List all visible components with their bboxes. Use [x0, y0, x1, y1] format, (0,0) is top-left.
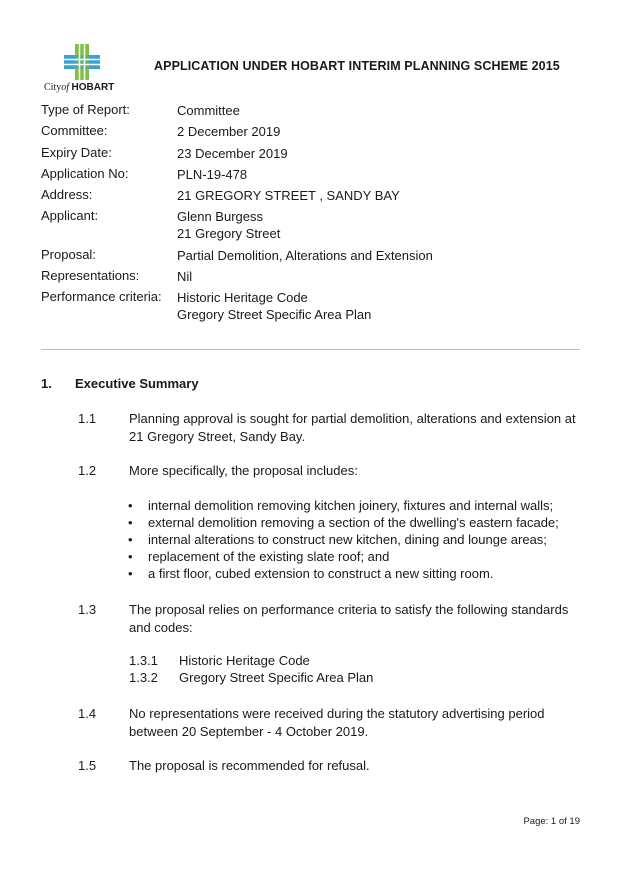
list-item-text: external demolition removing a section of the dwelling's eastern facade; [148, 515, 559, 530]
detail-value: 2 December 2019 [177, 124, 281, 139]
list-item-text: replacement of the existing slate roof; and [148, 549, 390, 564]
sub-item-number: 1.3.1 [129, 653, 158, 668]
paragraph-text: No representations were received during the statutory advertising period between 20 September - 4 October 2019. [129, 706, 545, 739]
bullet-icon: • [128, 549, 133, 564]
detail-label: Type of Report: [41, 102, 130, 117]
detail-label: Representations: [41, 268, 140, 283]
detail-value: Committee [177, 103, 240, 118]
paragraph-text: The proposal relies on performance criteria to satisfy the following standards and codes: [129, 602, 569, 635]
bullet-icon: • [128, 566, 133, 581]
detail-value: Historic Heritage Code [177, 290, 308, 305]
list-item-text: internal alterations to construct new kitchen, dining and lounge areas; [148, 532, 547, 547]
city-of-hobart-logo [44, 44, 124, 96]
detail-value: Glenn Burgess [177, 209, 263, 224]
section-number: 1. [41, 376, 52, 391]
detail-value: PLN-19-478 [177, 167, 248, 182]
detail-label: Address: [41, 187, 93, 202]
detail-value: 21 GREGORY STREET , SANDY BAY [177, 188, 400, 203]
detail-label: Applicant: [41, 208, 99, 223]
sub-item-number: 1.3.2 [129, 670, 158, 685]
paragraph-number: 1.3 [78, 602, 97, 617]
logo-wordmark: Cityof HOBART [44, 82, 115, 93]
list-item-text: internal demolition removing kitchen joinery, fixtures and internal walls; [148, 498, 554, 513]
detail-value: Nil [177, 269, 193, 284]
page-number: Page: 1 of 19 [523, 816, 580, 827]
paragraph-text: The proposal is recommended for refusal. [129, 758, 370, 773]
paragraph-number: 1.2 [78, 463, 97, 478]
detail-value: 23 December 2019 [177, 146, 288, 161]
detail-label: Proposal: [41, 247, 96, 262]
sub-item-text: Historic Heritage Code [179, 653, 310, 668]
list-item-text: a first floor, cubed extension to construct a new sitting room. [148, 566, 494, 581]
detail-value: 21 Gregory Street [177, 226, 281, 241]
divider [41, 349, 580, 350]
detail-label: Expiry Date: [41, 145, 112, 160]
section-title: Executive Summary [75, 376, 199, 391]
detail-value: Gregory Street Specific Area Plan [177, 307, 372, 322]
hobart-grid-icon [64, 44, 100, 80]
paragraph-text: Planning approval is sought for partial demolition, alterations and extension at 21 Gregory Street, Sandy Bay. [129, 411, 576, 444]
bullet-icon: • [128, 515, 133, 530]
detail-label: Application No: [41, 166, 129, 181]
detail-value: Partial Demolition, Alterations and Extension [177, 248, 433, 263]
document-title: APPLICATION UNDER HOBART INTERIM PLANNING SCHEME 2015 [154, 59, 560, 73]
detail-label: Performance criteria: [41, 289, 162, 304]
bullet-icon: • [128, 498, 133, 513]
sub-item-text: Gregory Street Specific Area Plan [179, 670, 374, 685]
paragraph-text: More specifically, the proposal includes: [129, 463, 358, 478]
bullet-icon: • [128, 532, 133, 547]
paragraph-number: 1.4 [78, 706, 97, 721]
detail-label: Committee: [41, 123, 108, 138]
paragraph-number: 1.5 [78, 758, 97, 773]
paragraph-number: 1.1 [78, 411, 97, 426]
